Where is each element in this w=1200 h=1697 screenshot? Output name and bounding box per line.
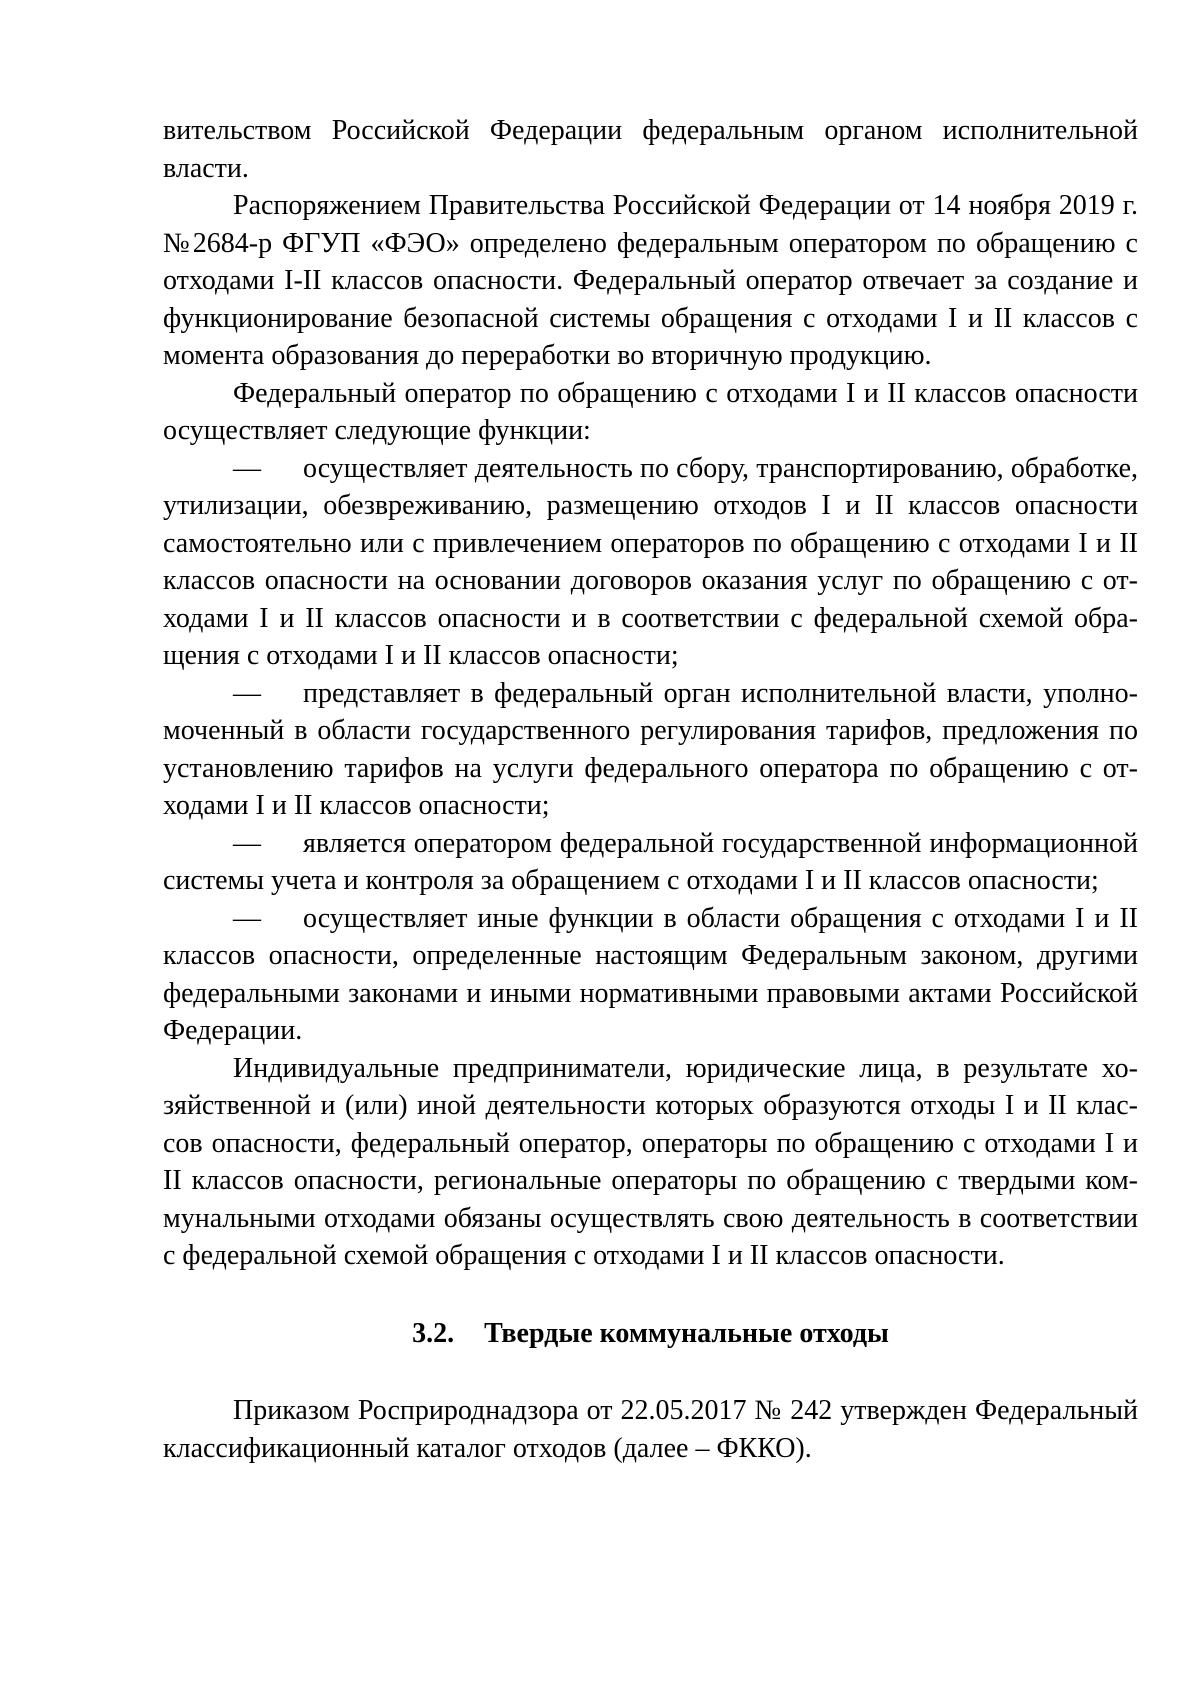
list-item [163, 825, 1138, 900]
list-item-text: осуществляет деятельность по сбору, транспортированию, обработке, утилизации, обезвреживанию, размещению отходов I и II классов опасности самостоятельно или с привлечением операторов по обращению с отходами I и II классов опасности на основании договоров оказания услуг по обращению с отходами I и II классов опасности и в соответствии с федеральной схемой обращения с отходами I и II классов опасности; [163, 452, 1138, 671]
dash-marker: — [233, 677, 261, 709]
list-item [163, 675, 1138, 825]
dash-marker: — [233, 902, 261, 934]
paragraph-obligations: Индивидуальные предприниматели, юридические лица, в результате хозяйственной и (или) иной деятельности которых образуются отходы I и II классов опасности, федеральный оператор, операторы по обращению с отходами I и II классов опасности, региональные операторы по обращению с твердыми коммунальными отходами обязаны осуществлять свою деятельность в соответствии с федеральной схемой обращения с отходами I и II классов опасности. [163, 1052, 1138, 1271]
dash-marker: — [233, 452, 261, 484]
paragraph-continuation: вительством Российской Федерации федеральным органом исполнительной власти. [163, 115, 1138, 184]
list-item-text: представляет в федеральный орган исполнительной власти, уполномоченный в области государственного регулирования тарифов, предложения по установлению тарифов на услуги федерального оператора по обращению с отходами I и II классов опасности; [163, 677, 1138, 821]
dash-marker: — [233, 827, 261, 859]
list-item [163, 450, 1138, 675]
list-item-text: является оператором федеральной государственной информационной системы учета и контроля за обращением с отходами I и II классов опасности; [163, 827, 1138, 896]
paragraph-functions-intro: Федеральный оператор по обращению с отходами I и II классов опасности осуществляет следующие функции: [163, 377, 1138, 446]
section-title: Твердые коммунальные отходы [484, 1317, 889, 1349]
list-item [163, 900, 1138, 1050]
document-page [163, 112, 1138, 1467]
section-heading [163, 1315, 1138, 1353]
list-item-text: осуществляет иные функции в области обращения с отходами I и II классов опасности, определенные настоящим Федеральным законом, другими федеральными законами и иными нормативными правовыми актами Российской Федерации. [163, 902, 1138, 1046]
paragraph-order-2684: Распоряжением Правительства Российской Федерации от 14 ноября 2019 г. №2684-р ФГУП «ФЭО» определено федеральным оператором по обращению с отходами I-II классов опасности. Федеральный оператор отвечает за создание и функционирование безопасной системы обращения с отходами I и II классов с момента образования до переработки во вторичную продукцию. [163, 190, 1138, 371]
paragraph-fkko-order: Приказом Росприроднадзора от 22.05.2017 № 242 утвержден Федеральный классификационный каталог отходов (далее – ФККО). [163, 1395, 1138, 1464]
section-number: 3.2. [412, 1317, 455, 1349]
